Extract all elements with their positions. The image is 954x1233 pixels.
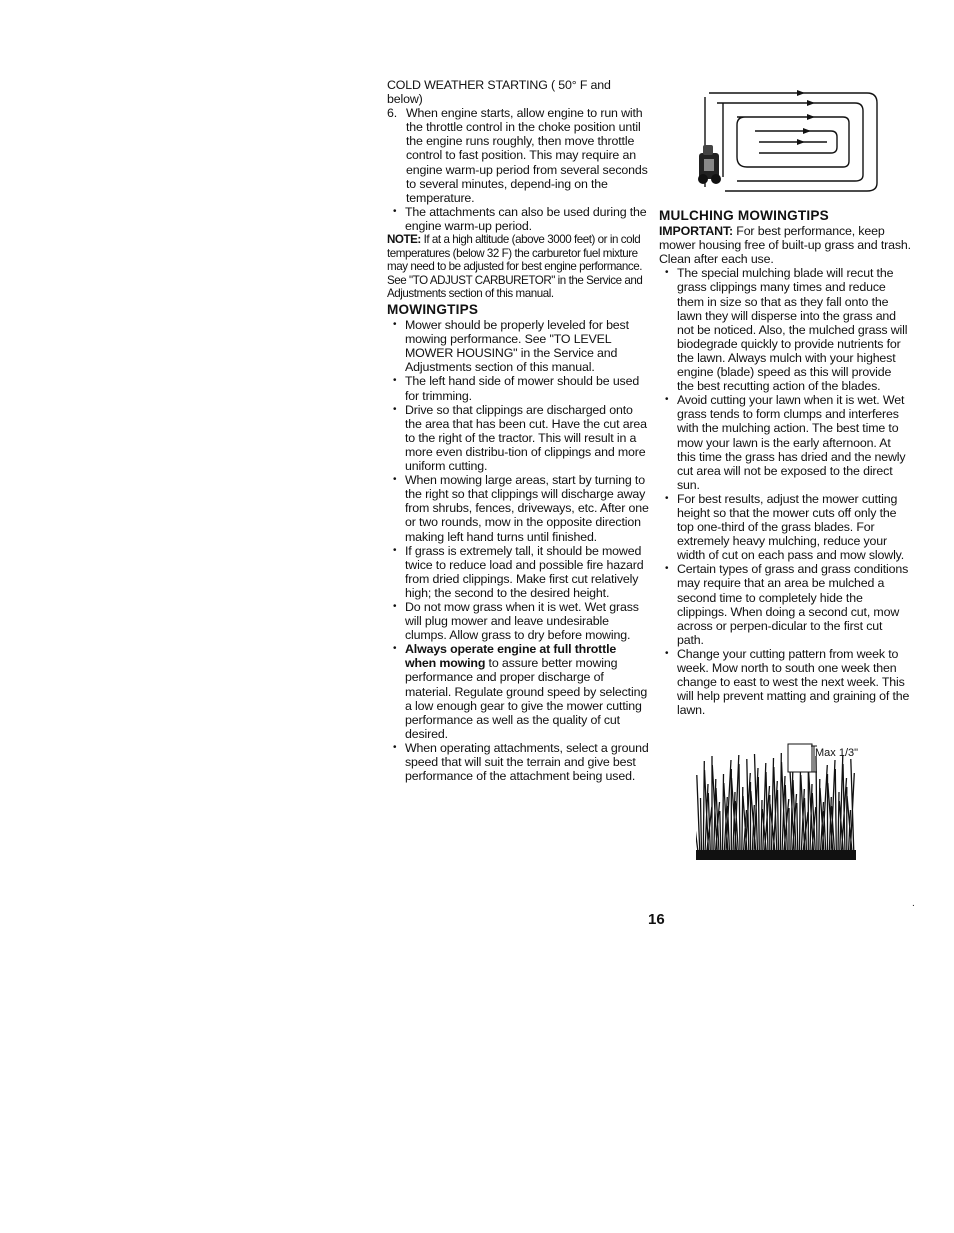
important-paragraph xyxy=(659,224,911,266)
important-text: For best performance, keep mower housing free of built-up grass and trash. Clean after each use. xyxy=(659,224,911,267)
mowing-pattern-illustration xyxy=(697,87,880,195)
list-item: • For best results, adjust the mower cutting height so that the mower cuts off only the top one-third of the grass blades. For extremely heavy mulching, reduce your width of cut on each pass and mow slowly. xyxy=(659,492,911,562)
note-label: NOTE: xyxy=(387,233,421,247)
list-item: • The special mulching blade will recut the grass clippings many times and reduce them in size so that as they fall onto the lawn they will disperse into the grass and not be noticed. Also, the mulched grass will biodegrade quickly to provide nutrients for the lawn. Always mulch with your highest engine (blade) speed as this will provide the best recutting action of the blades. xyxy=(659,266,911,393)
grass-blades xyxy=(696,753,854,852)
throttle-bold-text: Always operate engine at full throttle when mowing xyxy=(405,642,617,671)
left-column xyxy=(387,78,649,783)
list-item: • Avoid cutting your lawn when it is wet. Wet grass tends to form clumps and interferes with the mulching action. The best time to mow your lawn is the early afternoon. At this time the grass has dried and the newly cut area will not be exposed to the direct sun. xyxy=(659,393,911,492)
max-cut-label: Max 1/3" xyxy=(815,747,859,759)
warm-up-list xyxy=(387,205,649,233)
throttle-rest-text: to assure better mowing performance and proper discharge of material. Regulate ground speed by selecting a low enough gear to give the mower cutting performance as well as the quality of cut desired. xyxy=(405,656,648,741)
cold-weather-title: COLD WEATHER STARTING ( 50° F and below) xyxy=(387,78,611,107)
list-item: • When mowing large areas, start by turning to the right so that clippings will discharge away from shrubs, fences, driveways, etc. After one or two rounds, mow in the opposite direction making left hand turns until finished. xyxy=(387,473,649,543)
list-item: • Certain types of grass and grass conditions may require that an area be mulched a second time to completely hide the clippings. When doing a second cut, mow across or perpen-dicular to the first cut path. xyxy=(659,562,911,647)
list-item xyxy=(387,642,649,741)
mowing-tips-list xyxy=(387,318,649,783)
lawn-tractor-icon xyxy=(698,145,721,184)
list-item: • If grass is extremely tall, it should be mowed twice to reduce load and possible fire hazard from dried clippings. Make first cut relatively high; the second to the desired height. xyxy=(387,544,649,600)
mulching-tips-list xyxy=(659,266,911,717)
list-item: • Drive so that clippings are discharged onto the area that has been cut. Have the cut area to the right of the tractor. This will result in a more even distribu-tion of clippings and more uniform cutting. xyxy=(387,403,649,473)
important-label: IMPORTANT: xyxy=(659,224,733,239)
list-item: • Do not mow grass when it is wet. Wet grass will plug mower and leave undesirable clumps. Allow grass to dry before mowing. xyxy=(387,600,649,642)
note-text: If at a high altitude (above 3000 feet) or in cold temperatures (below 32 F) the carburetor fuel mixture may need to be adjusted for best engine performance. See "TO ADJUST CARBURETOR" in the Service and Adjustments section of this manual. xyxy=(387,233,643,301)
step-text: When engine starts, allow engine to run with the throttle control in the choke position until the engine runs roughly, then move throttle control to fast position. This may require an engine warm-up period from several seconds to several minutes, depend-ing on the temperature. xyxy=(406,106,648,205)
right-column xyxy=(659,207,911,717)
mowing-tips-heading: MOWINGTIPS xyxy=(387,302,479,317)
stray-mark: . xyxy=(912,898,915,909)
attachment-bullet: • The attachments can also be used during the engine warm-up period. xyxy=(387,205,649,233)
list-item: • When operating attachments, select a ground speed that will suit the terrain and give best performance of the attachment being used. xyxy=(387,741,649,783)
list-item: • The left hand side of mower should be used for trimming. xyxy=(387,374,649,402)
note-paragraph xyxy=(387,233,649,301)
page-number: 16 xyxy=(648,911,665,928)
grass-cutting-height-illustration xyxy=(696,742,876,862)
numbered-step xyxy=(387,106,649,205)
list-item: • Mower should be properly leveled for best mowing performance. See "TO LEVEL MOWER HOUSING" in the Service and Adjustments section of this manual. xyxy=(387,318,649,374)
mulching-heading: MULCHING MOWINGTIPS xyxy=(659,208,829,223)
step-number: 6. xyxy=(387,106,398,121)
list-item: • Change your cutting pattern from week to week. Mow north to south one week then change to east to west the next week. This will help prevent matting and graining of the lawn. xyxy=(659,647,911,717)
